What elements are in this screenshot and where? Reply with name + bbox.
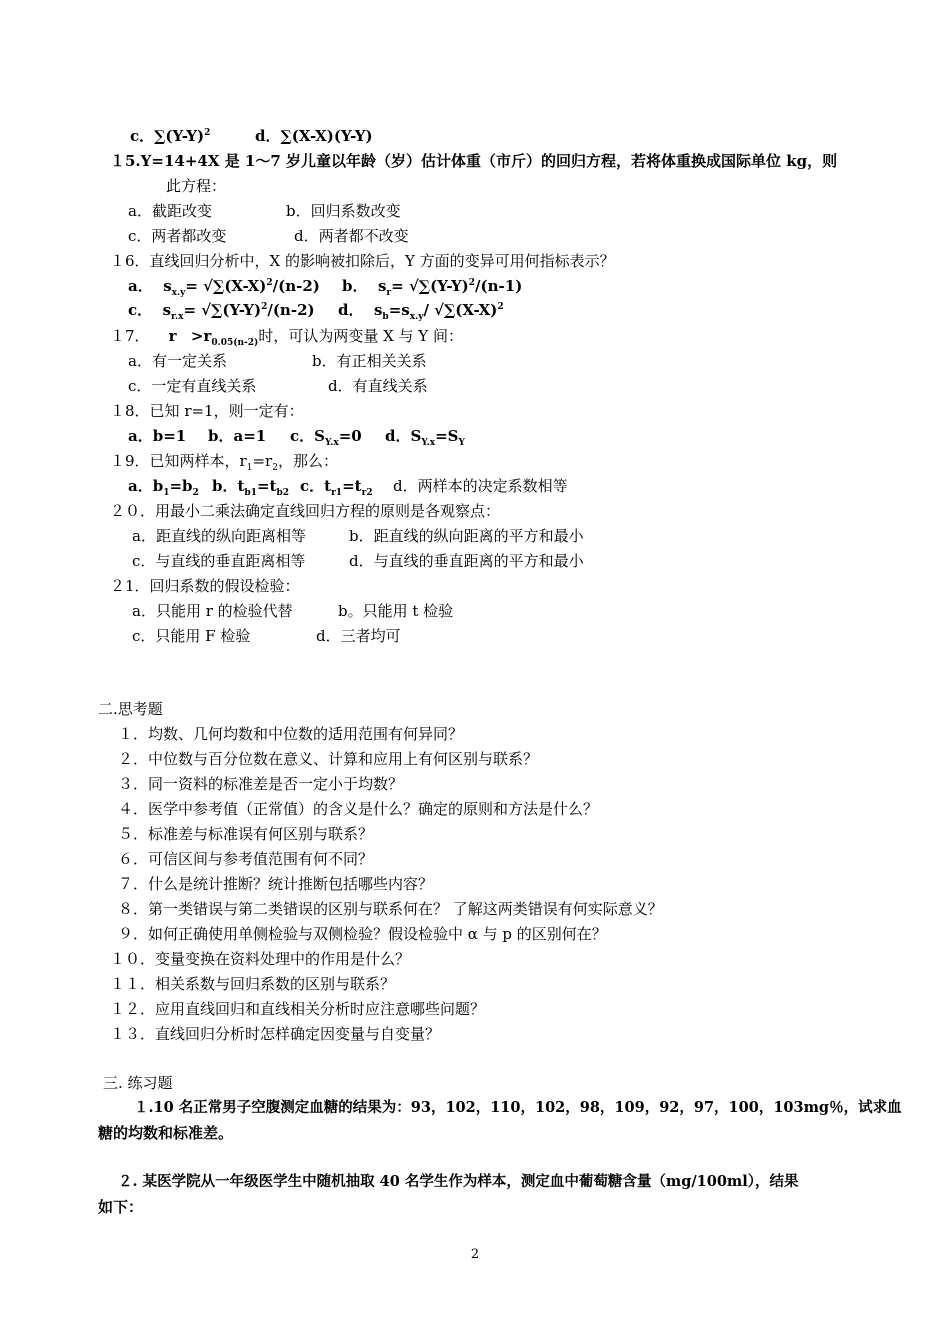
thinking-question: １３．直线回归分析时怎样确定因变量与自变量？	[110, 1025, 441, 1043]
exercise-1-line-1: １.10 名正常男子空腹测定血糖的结果为：93，102，110，102，98，109，92，97，100，103mg％，试求血	[134, 1099, 902, 1116]
thinking-question: ６．可信区间与参考值范围有何不同？	[118, 850, 374, 868]
q21-option-b: b。只能用 t 检验	[338, 602, 454, 620]
q15-stem: １5.Y=14+4X 是 1～7 岁儿童以年龄（岁）估计体重（市斤）的回归方程，若将体重换成国际单位 kg，则	[110, 152, 838, 170]
thinking-question: ３．同一资料的标准差是否一定小于均数？	[118, 775, 404, 793]
thinking-question: ８．第一类错误与第二类错误的区别与联系何在？ 了解这两类错误有何实际意义？	[118, 900, 663, 918]
q17-option-d: d．有直线关系	[328, 377, 428, 395]
q17-option-b: b．有正相关关系	[312, 352, 427, 370]
q20-option-b: b．距直线的纵向距离的平方和最小	[349, 527, 584, 545]
q21-option-a: a．只能用 r 的检验代替	[132, 602, 293, 620]
q18-option-a: a．b=1	[128, 427, 187, 445]
q15-stem-continued: 此方程：	[166, 177, 227, 195]
thinking-question: １．均数、几何均数和中位数的适用范围有何异同？	[118, 725, 464, 743]
q19-option-a: a．$b_1=b_2$	[128, 477, 199, 498]
q21-stem: ２1．回归系数的假设检验：	[110, 577, 300, 595]
q18-option-b: b．a=1	[208, 427, 267, 445]
thinking-question: １１．相关系数与回归系数的区别与联系？	[110, 975, 396, 993]
thinking-question: １２．应用直线回归和直线相关分析时应注意哪些问题？	[110, 1000, 486, 1018]
q16-option-a: a． $s_{x.y}= √\sum(X-X)^2/(n-2)$	[128, 277, 320, 298]
q16-option-c: c． $s_{r.x}= √\sum(Y-Y)^2/(n-2)$	[128, 301, 315, 322]
exercise-1-line-2: 糖的均数和标准差。	[98, 1124, 234, 1142]
q14-option-d: d．∑(X-X)(Y-Y)	[255, 127, 373, 145]
q16-stem: １6．直线回归分析中，X 的影响被扣除后，Y 方面的变异可用何指标表示？	[110, 252, 615, 270]
q21-option-d: d．三者均可	[316, 627, 401, 645]
thinking-question: ４．医学中参考值（正常值）的含义是什么？确定的原则和方法是什么？	[118, 800, 599, 818]
q16-option-b: b． $s_r= √\sum(Y-Y)^2/(n-1)$	[342, 277, 523, 298]
q17-option-c: c．一定有直线关系	[128, 377, 257, 395]
section-thinking-questions-title: 二.思考题	[98, 700, 163, 718]
thinking-question: ２．中位数与百分位数在意义、计算和应用上有何区别与联系？	[118, 750, 539, 768]
q19-option-d: d．两样本的决定系数相等	[393, 477, 568, 495]
q15-option-d: d．两者都不改变	[294, 227, 409, 245]
q20-option-a: a．距直线的纵向距离相等	[132, 527, 306, 545]
q19-stem: １9．已知两样本，$r_1=r_2$，那么：	[110, 452, 338, 473]
q18-option-d: d．$S_{Y.x}=S_Y$	[385, 427, 465, 448]
thinking-question: ５．标准差与标准误有何区别与联系？	[118, 825, 374, 843]
q15-option-b: b．回归系数改变	[286, 202, 401, 220]
q19-option-c: c．$t_{r1}=t_{r2}$	[300, 477, 373, 498]
q14-option-c: c．$\sum(Y-Y)^2$	[130, 127, 211, 145]
q15-option-c: c．两者都改变	[128, 227, 227, 245]
thinking-question: ９．如何正确使用单侧检验与双侧检验？假设检验中 α 与 p 的区别何在？	[118, 925, 607, 943]
q20-option-c: c．与直线的垂直距离相等	[132, 552, 306, 570]
page-number: 2	[470, 1247, 480, 1262]
q16-option-d: d． $s_b=s_{x.y}/$ $√\sum(X-X)^2$	[338, 301, 504, 322]
q21-option-c: c．只能用 F 检验	[132, 627, 251, 645]
exercise-2-line-2: 如下：	[98, 1198, 144, 1216]
q18-option-c: c．$S_{Y.x}=0$	[290, 427, 362, 448]
q19-option-b: b．$t_{b1}=t_{b2}$	[212, 477, 290, 498]
section-exercises-title: 三. 练习题	[103, 1074, 173, 1092]
q17-stem: １7． r $>r_{0.05(n-2)}$时，可认为两变量 X 与 Y 间：	[110, 327, 463, 348]
thinking-question: ７．什么是统计推断？统计推断包括哪些内容？	[118, 875, 434, 893]
thinking-question: １０．变量变换在资料处理中的作用是什么？	[110, 950, 411, 968]
q17-option-a: a．有一定关系	[128, 352, 227, 370]
q15-option-a: a．截距改变	[128, 202, 212, 220]
q20-option-d: d．与直线的垂直距离的平方和最小	[349, 552, 584, 570]
exercise-2-line-1: ２. 某医学院从一年级医学生中随机抽取 40 名学生作为样本，测定血中葡萄糖含量（mg/100ml），结果	[118, 1173, 799, 1190]
q18-stem: １8．已知 r=1，则一定有：	[110, 402, 304, 420]
q20-stem: ２０．用最小二乘法确定直线回归方程的原则是各观察点：	[110, 502, 501, 520]
